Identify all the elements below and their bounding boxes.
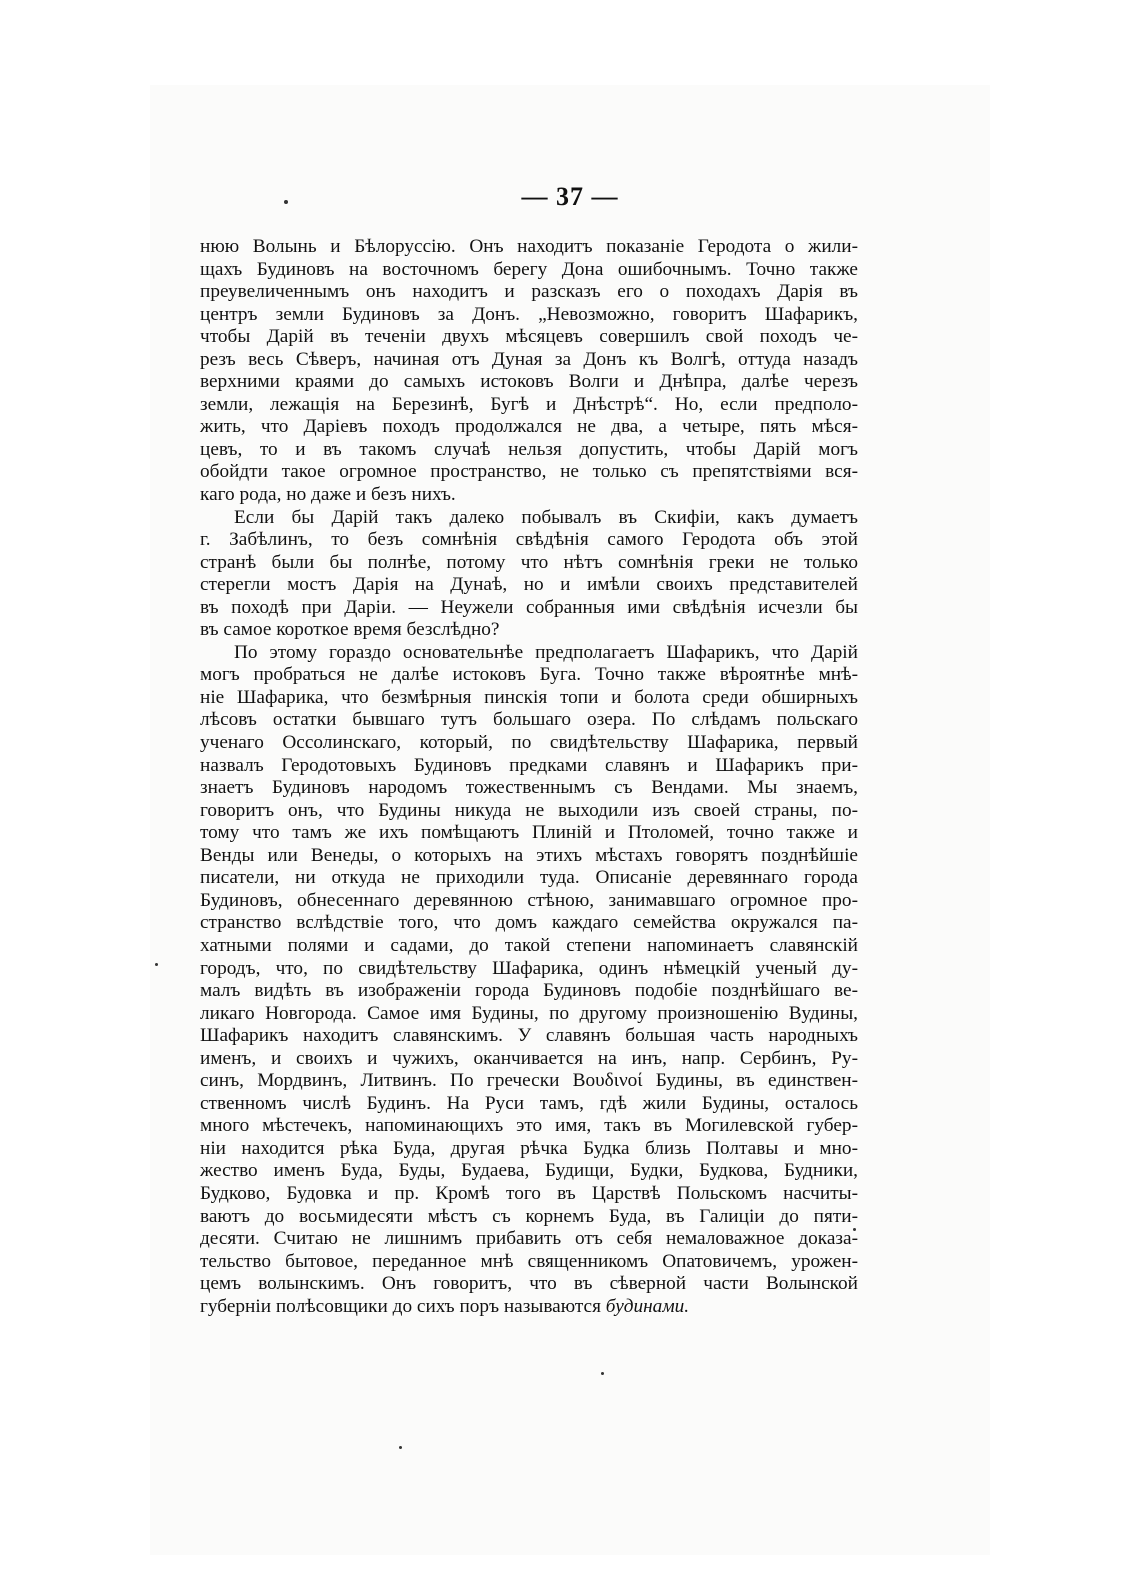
text-line: обойдти такое огромное пространство, не только съ препятствіями вся- bbox=[200, 461, 858, 483]
text-line: верхними краями до самыхъ истоковъ Волги и Днѣпра, далѣе черезъ bbox=[200, 371, 858, 393]
text-line: малъ видѣть въ изображеніи города Будиновъ подобіе позднѣйшаго ве- bbox=[200, 980, 858, 1002]
text-line: щахъ Будиновъ на восточномъ берегу Дона ошибочнымъ. Точно также bbox=[200, 258, 858, 280]
text-line: лѣсовъ остатки бывшаго тутъ большаго озера. По слѣдамъ польскаго bbox=[200, 709, 858, 731]
text-line: странство вслѣдствіе того, что домъ каждаго семейства окружался па- bbox=[200, 912, 858, 934]
text-line-final bbox=[200, 1296, 858, 1319]
text-line: Будиновъ, обнесеннаго деревянною стѣною, занимавшаго огромное про- bbox=[200, 889, 858, 911]
text-line: ваютъ до восьмидесяти мѣстъ съ корнемъ Буда, въ Галиціи до пяти- bbox=[200, 1205, 858, 1227]
text-line: нюю Волынь и Бѣлоруссію. Онъ находитъ показаніе Геродота о жили- bbox=[200, 236, 858, 257]
text-line: стерегли мостъ Дарія на Дунаѣ, но и имѣли своихъ представителей bbox=[200, 574, 858, 596]
page-number: — 37 — bbox=[521, 182, 619, 211]
paragraph-1 bbox=[200, 236, 858, 507]
text-line: ственномъ числѣ Будинъ. На Руси тамъ, гдѣ жили Будины, осталось bbox=[200, 1092, 858, 1114]
text-line: По этому гораздо основательнѣе предполагаетъ Шафарикъ, что Дарій bbox=[234, 641, 858, 663]
text-line: назвалъ Геродотовыхъ Будиновъ предками славянъ и Шафарикъ при- bbox=[200, 754, 858, 776]
text-line: могъ пробраться не далѣе истоковъ Буга. Точно также вѣроятнѣе мнѣ- bbox=[200, 664, 858, 686]
text-line: ніи находится рѣка Буда, другая рѣчка Будка близь Полтавы и мно- bbox=[200, 1137, 858, 1159]
paragraph-3 bbox=[200, 642, 858, 1318]
text-line: десяти. Считаю не лишнимъ прибавить отъ себя немаловажное доказа- bbox=[200, 1228, 858, 1250]
text-line: въ самое короткое время безслѣдно? bbox=[200, 619, 500, 641]
text-line: ніе Шафарика, что безмѣрныя пинскія топи и болота среди обширныхъ bbox=[200, 686, 858, 708]
text-line: чтобы Дарій въ теченіи двухъ мѣсяцевъ совершилъ свой походъ че- bbox=[200, 326, 858, 348]
speck-mark bbox=[284, 200, 288, 204]
text-line: странѣ были бы полнѣе, потому что нѣтъ сомнѣнія греки не только bbox=[200, 551, 858, 573]
final-line-text: губерніи полѣсовщики до сихъ поръ называются bbox=[200, 1295, 606, 1317]
text-line: Венды или Венеды, о которыхъ на этихъ мѣстахъ говорятъ позднѣйшіе bbox=[200, 844, 858, 866]
text-line: жить, что Даріевъ походъ продолжался не два, а четыре, пять мѣся- bbox=[200, 416, 858, 438]
text-line: каго рода, но даже и безъ нихъ. bbox=[200, 484, 456, 506]
text-line: преувеличеннымъ онъ находитъ и разсказъ его о походахъ Дарія въ bbox=[200, 281, 858, 303]
italic-word: будинами. bbox=[605, 1295, 690, 1317]
text-line: Будково, Будовка и пр. Кромѣ того въ Царствѣ Польскомъ насчиты- bbox=[200, 1182, 858, 1204]
text-line: много мѣстечекъ, напоминающихъ это имя, такъ въ Могилевской губер- bbox=[200, 1115, 858, 1137]
text-line: тельство бытовое, переданное мнѣ священникомъ Опатовичемъ, урожен- bbox=[200, 1250, 858, 1272]
paragraph-2 bbox=[200, 507, 858, 642]
text-line: Если бы Дарій такъ далеко побывалъ въ Скифіи, какъ думаетъ bbox=[234, 506, 858, 528]
text-line: ученаго Оссолинскаго, который, по свидѣтельству Шафарика, первый bbox=[200, 732, 858, 754]
text-line: земли, лежащія на Березинѣ, Бугѣ и Днѣстрѣ“. Но, если предполо- bbox=[200, 393, 858, 415]
text-line: центръ земли Будиновъ за Донъ. „Невозможно, говоритъ Шафарикъ, bbox=[200, 303, 858, 325]
text-line: г. Забѣлинъ, то безъ сомнѣнія свѣдѣнія самого Геродота объ этой bbox=[200, 529, 858, 551]
speck-mark bbox=[399, 1446, 402, 1449]
text-line: ликаго Новгорода. Самое имя Будины, по другому произношенію Вудины, bbox=[200, 1002, 858, 1024]
text-line: писатели, ни откуда не приходили туда. Описаніе деревяннаго города bbox=[200, 867, 858, 889]
text-line: цемъ волынскимъ. Онъ говоритъ, что въ сѣверной части Волынской bbox=[200, 1273, 858, 1295]
text-line: хатными полями и садами, до такой степени напоминаетъ славянскій bbox=[200, 934, 858, 956]
text-line: говоритъ онъ, что Будины никуда не выходили изъ своей страны, по- bbox=[200, 799, 858, 821]
text-line: тому что тамъ же ихъ помѣщаютъ Плиній и Птоломей, точно также и bbox=[200, 822, 858, 844]
speck-mark bbox=[155, 963, 158, 966]
text-line: Шафарикъ находитъ славянскимъ. У славянъ большая часть народныхъ bbox=[200, 1025, 858, 1047]
text-line: синъ, Мордвинъ, Литвинъ. По гречески Βουδινοί Будины, въ единствен- bbox=[200, 1070, 858, 1092]
text-line: резъ весь Сѣверъ, начиная отъ Дуная за Донъ къ Волгѣ, оттуда назадъ bbox=[200, 348, 858, 370]
text-line: знаетъ Будиновъ народомъ тожественнымъ съ Вендами. Мы знаемъ, bbox=[200, 777, 858, 799]
text-line: цевъ, то и въ такомъ случаѣ нельзя допустить, чтобы Дарій могъ bbox=[200, 438, 858, 460]
text-line: именъ, и своихъ и чужихъ, оканчивается на инъ, напр. Сербинъ, Ру- bbox=[200, 1047, 858, 1069]
text-line: въ походѣ при Даріи. — Неужели собранныя ими свѣдѣнія исчезли бы bbox=[200, 596, 858, 618]
text-line: жество именъ Буда, Буды, Будаева, Будищи, Будки, Будкова, Будники, bbox=[200, 1160, 858, 1182]
body-text bbox=[200, 236, 858, 1318]
speck-mark bbox=[601, 1372, 604, 1375]
text-line: городъ, что, по свидѣтельству Шафарика, одинъ нѣмецкій ученый ду- bbox=[200, 957, 858, 979]
